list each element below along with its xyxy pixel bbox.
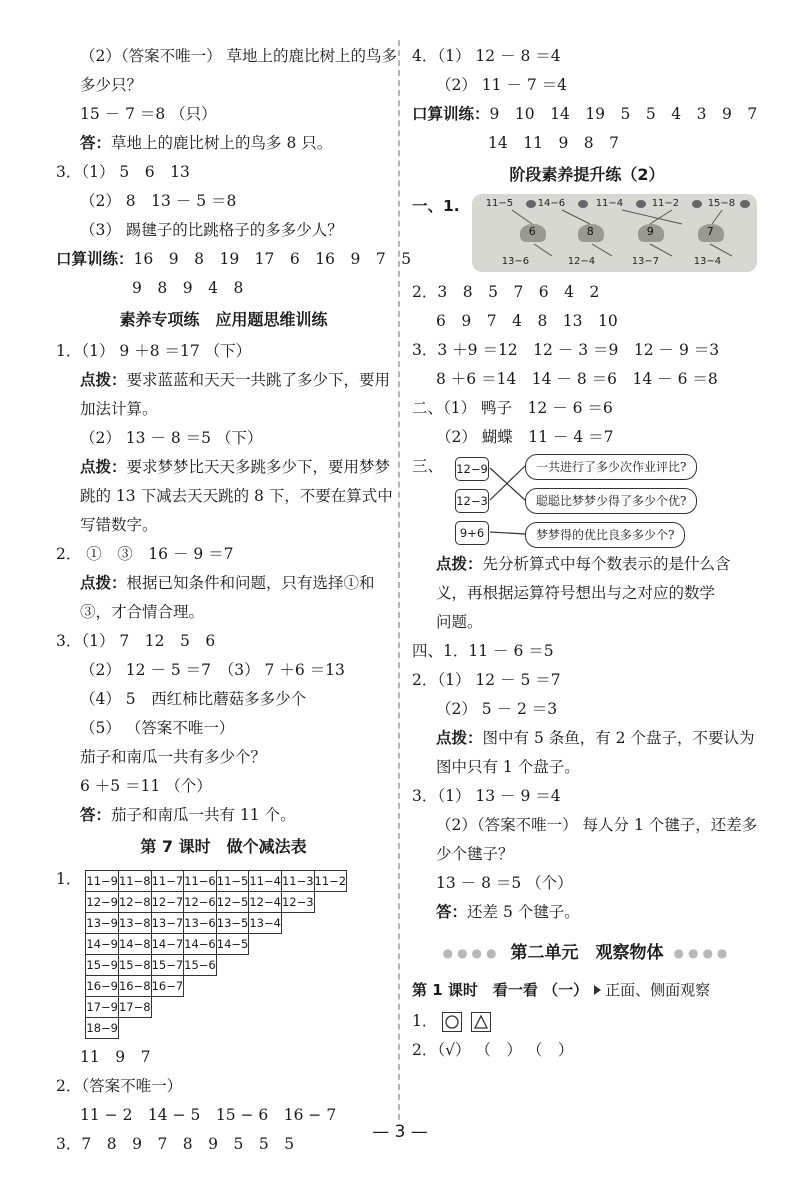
text-line: 二、（1） 鸭子 12 － 6 ＝6 bbox=[412, 399, 613, 417]
text-line: 3．（1） 5 6 13 bbox=[56, 163, 190, 181]
table-cell: 11−8 bbox=[118, 871, 151, 892]
table-cell: 14−8 bbox=[118, 934, 151, 955]
table-cell-empty bbox=[249, 997, 282, 1018]
answer-line: 答：茄子和南瓜一共有 11 个。 bbox=[80, 806, 296, 824]
text-line: （2）（答案不唯一） 每人分 1 个毽子，还差多 bbox=[436, 816, 758, 834]
text-line: （4） 5 西红柿比蘑菇多多少个 bbox=[80, 690, 307, 708]
text-line: 少个毽子？ bbox=[436, 845, 514, 863]
question-box: 聪聪比梦梦少得了多少个优? bbox=[525, 488, 697, 514]
table-cell: 16−8 bbox=[118, 976, 151, 997]
tip-line: 点拨：根据已知条件和问题，只有选择①和 bbox=[80, 574, 375, 592]
table-row bbox=[86, 934, 347, 955]
table-cell: 12−7 bbox=[151, 892, 184, 913]
question-box: 一共进行了多少次作业评比? bbox=[525, 454, 697, 480]
text-line: （3） 踢毽子的比跳格子的多多少人？ bbox=[80, 221, 343, 239]
stump-number: 7 bbox=[706, 225, 714, 238]
table-cell-empty bbox=[118, 1018, 151, 1039]
table-cell: 12−6 bbox=[184, 892, 217, 913]
table-cell: 16−9 bbox=[86, 976, 119, 997]
unit-title bbox=[412, 933, 762, 973]
expression-box: 9+6 bbox=[455, 521, 489, 545]
table-cell-empty bbox=[314, 934, 347, 955]
right-column bbox=[412, 42, 762, 1065]
dots-decoration: ●●●● bbox=[442, 946, 501, 960]
page-number: — 3 — bbox=[372, 1122, 428, 1142]
text-line: 1．（1） 9 ＋8 ＝17 （下） bbox=[56, 342, 252, 360]
table-cell-empty bbox=[249, 976, 282, 997]
table-cell-empty bbox=[184, 976, 217, 997]
table-cell-empty bbox=[314, 1018, 347, 1039]
section-title: 第 7 课时 做个减法表 bbox=[140, 837, 307, 856]
table-cell: 11−5 bbox=[216, 871, 249, 892]
tip-line: 加法计算。 bbox=[80, 400, 158, 418]
tip-line: 点拨：图中有 5 条鱼，有 2 个盘子，不要认为 bbox=[436, 729, 755, 747]
question-number: 一、1. bbox=[412, 197, 460, 215]
table-row bbox=[86, 997, 347, 1018]
stump-number: 9 bbox=[646, 225, 654, 238]
text-line: （2） 5 － 2 ＝3 bbox=[436, 700, 558, 718]
text-line: 2．（答案不唯一） bbox=[56, 1077, 183, 1095]
bug-icon bbox=[578, 200, 588, 208]
tip-line: 点拨：先分析算式中每个数表示的是什么含 bbox=[436, 555, 731, 573]
table-cell: 14−7 bbox=[151, 934, 184, 955]
text-line: （2） 蝴蝶 11 － 4 ＝7 bbox=[436, 428, 614, 446]
pic-label: 11−2 bbox=[651, 198, 680, 209]
text-line: 13 － 8 ＝5 （个） bbox=[436, 874, 573, 892]
table-row bbox=[86, 1018, 347, 1039]
bug-icon bbox=[740, 200, 750, 208]
table-cell-empty bbox=[314, 976, 347, 997]
shape-answer-line: 1． bbox=[412, 1007, 762, 1036]
pic-label: 15−8 bbox=[707, 198, 736, 209]
pic-label: 13−7 bbox=[631, 256, 660, 267]
table-row bbox=[86, 913, 347, 934]
table-cell: 13−7 bbox=[151, 913, 184, 934]
oral-training-row2: 14 11 9 8 7 bbox=[488, 134, 620, 152]
table-cell-empty bbox=[314, 997, 347, 1018]
pic-label: 11−5 bbox=[485, 198, 514, 209]
table-cell-empty bbox=[314, 892, 347, 913]
table-cell: 15−9 bbox=[86, 955, 119, 976]
table-cell-empty bbox=[281, 1018, 314, 1039]
oral-training: 口算训练：9 10 14 19 5 5 4 3 9 7 bbox=[412, 105, 758, 123]
table-cell: 13−4 bbox=[249, 913, 282, 934]
table-cell-empty bbox=[281, 997, 314, 1018]
table-cell: 18−9 bbox=[86, 1018, 119, 1039]
column-divider bbox=[398, 40, 400, 1120]
text-line: 4．（1） 12 － 8 ＝4 bbox=[412, 47, 561, 65]
table-cell: 11−2 bbox=[314, 871, 347, 892]
pic-label: 14−6 bbox=[537, 198, 566, 209]
text-line: （5） （答案不唯一） bbox=[80, 719, 235, 737]
table-cell: 13−5 bbox=[216, 913, 249, 934]
table-cell: 11−9 bbox=[86, 871, 119, 892]
left-column bbox=[56, 42, 412, 1159]
text-line: 3．3 ＋9 ＝12 12 － 3 ＝9 12 － 9 ＝3 bbox=[412, 341, 720, 359]
text-line: 茄子和南瓜一共有多少个？ bbox=[80, 748, 267, 766]
bug-icon bbox=[692, 200, 702, 208]
table-cell-empty bbox=[216, 997, 249, 1018]
oral-training: 口算训练：16 9 8 19 17 6 16 9 7 5 bbox=[56, 250, 412, 268]
text-line: 多少只？ bbox=[80, 76, 143, 94]
text-line: 2．（√） （ ） （ ） bbox=[412, 1041, 574, 1059]
expression-box: 12−9 bbox=[455, 457, 489, 481]
table-cell-empty bbox=[281, 913, 314, 934]
table-cell-empty bbox=[216, 1018, 249, 1039]
table-cell: 14−5 bbox=[216, 934, 249, 955]
text-line: 11 − 2 14 − 5 15 − 6 16 − 7 bbox=[80, 1106, 337, 1124]
text-line: 3．（1） 7 12 5 6 bbox=[56, 632, 216, 650]
lesson-title-text: 第 1 课时 看一看 （一） bbox=[412, 981, 589, 999]
dots-decoration: ●●●● bbox=[673, 946, 732, 960]
text-line: 15 － 7 ＝8 （只） bbox=[80, 105, 217, 123]
table-cell-empty bbox=[281, 934, 314, 955]
table-cell: 13−9 bbox=[86, 913, 119, 934]
table-cell: 12−3 bbox=[281, 892, 314, 913]
stump-number: 8 bbox=[586, 225, 594, 238]
question-number: 1． bbox=[56, 870, 82, 888]
bug-icon bbox=[636, 200, 646, 208]
expression-box: 12−3 bbox=[455, 489, 489, 513]
text-line: （2） 13 － 8 ＝5 （下） bbox=[80, 429, 263, 447]
table-cell: 14−6 bbox=[184, 934, 217, 955]
circle-in-square-icon bbox=[442, 1012, 462, 1032]
table-cell-empty bbox=[151, 997, 184, 1018]
tip-line: 点拨：要求蓝蓝和天天一共跳了多少下，要用 bbox=[80, 371, 391, 389]
table-cell: 16−7 bbox=[151, 976, 184, 997]
matching-exercise bbox=[455, 454, 755, 550]
text-line: （2） 11 － 7 ＝4 bbox=[436, 76, 568, 94]
table-cell: 12−4 bbox=[249, 892, 282, 913]
table-row bbox=[86, 955, 347, 976]
tip-line: 图中只有 1 个盘子。 bbox=[436, 758, 580, 776]
tip-line: 问题。 bbox=[436, 613, 483, 631]
section-title: 阶段素养提升练（2） bbox=[509, 165, 665, 184]
section-title: 素养专项练 应用题思维训练 bbox=[119, 310, 328, 329]
tip-line: 点拨：要求梦梦比天天多跳多少下，要用梦梦 bbox=[80, 458, 391, 476]
answer-line: 答：还差 5 个毽子。 bbox=[436, 903, 580, 921]
table-cell: 15−7 bbox=[151, 955, 184, 976]
unit-title-text: 第二单元 观察物体 bbox=[510, 943, 664, 963]
table-cell-empty bbox=[281, 976, 314, 997]
tip-line: ③，才合情合理。 bbox=[80, 603, 205, 621]
table-cell-empty bbox=[184, 997, 217, 1018]
lesson-subtitle: 正面、侧面观察 bbox=[605, 981, 711, 999]
tip-line: 写错数字。 bbox=[80, 516, 158, 534]
pic-label: 12−4 bbox=[567, 256, 596, 267]
table-cell-empty bbox=[314, 913, 347, 934]
question-box: 梦梦得的优比良多多少个? bbox=[525, 522, 685, 548]
text-line: 11 9 7 bbox=[80, 1048, 151, 1066]
stump-number: 6 bbox=[528, 225, 536, 238]
table-cell: 12−5 bbox=[216, 892, 249, 913]
subtraction-table-block bbox=[56, 864, 391, 1039]
stump-matching-picture bbox=[472, 194, 757, 272]
lesson-title bbox=[412, 973, 762, 1007]
table-cell: 17−8 bbox=[118, 997, 151, 1018]
triangle-in-square-icon bbox=[471, 1012, 491, 1032]
table-row bbox=[86, 892, 347, 913]
table-cell-empty bbox=[281, 955, 314, 976]
question-number: 三、 bbox=[412, 457, 444, 475]
table-cell: 11−6 bbox=[184, 871, 217, 892]
bug-icon bbox=[526, 200, 536, 208]
text-line: （2） 8 13 － 5 ＝8 bbox=[80, 192, 237, 210]
table-cell-empty bbox=[216, 955, 249, 976]
table-cell-empty bbox=[184, 1018, 217, 1039]
text-line: （2）（答案不唯一） 草地上的鹿比树上的鸟多 bbox=[80, 47, 398, 65]
table-cell-empty bbox=[249, 955, 282, 976]
triangle-icon bbox=[594, 985, 601, 995]
oral-training-row2: 9 8 9 4 8 bbox=[132, 279, 244, 297]
table-cell: 11−7 bbox=[151, 871, 184, 892]
text-line: 3．7 8 9 7 8 9 5 5 5 bbox=[56, 1135, 295, 1153]
table-cell-empty bbox=[151, 1018, 184, 1039]
text-line: 3．（1） 13 － 9 ＝4 bbox=[412, 787, 561, 805]
answer-line: 答：草地上的鹿比树上的鸟多 8 只。 bbox=[80, 134, 333, 152]
text-line: 2．（1） 12 － 5 ＝7 bbox=[412, 671, 561, 689]
text-line: 2． ① ③ 16 － 9 ＝7 bbox=[56, 545, 234, 563]
pic-label: 11−4 bbox=[595, 198, 624, 209]
table-cell: 17−9 bbox=[86, 997, 119, 1018]
subtraction-table bbox=[85, 870, 347, 1039]
table-cell-empty bbox=[249, 1018, 282, 1039]
table-cell: 14−9 bbox=[86, 934, 119, 955]
matching-block bbox=[412, 452, 762, 550]
table-cell: 12−9 bbox=[86, 892, 119, 913]
text-line: 四、1．11 － 6 ＝5 bbox=[412, 642, 554, 660]
pic-label: 13−4 bbox=[693, 256, 722, 267]
table-row bbox=[86, 976, 347, 997]
pic-label: 13−6 bbox=[501, 256, 530, 267]
table-cell: 15−6 bbox=[184, 955, 217, 976]
table-cell: 13−6 bbox=[184, 913, 217, 934]
table-cell-empty bbox=[249, 934, 282, 955]
text-line: 8 ＋6 ＝14 14 － 8 ＝6 14 － 6 ＝8 bbox=[436, 370, 718, 388]
table-cell-empty bbox=[216, 976, 249, 997]
text-line: 6 ＋5 ＝11 （个） bbox=[80, 777, 212, 795]
table-row bbox=[86, 871, 347, 892]
text-line: 6 9 7 4 8 13 10 bbox=[436, 312, 618, 330]
text-line: （2） 12 － 5 ＝7 （3） 7 ＋6 ＝13 bbox=[80, 661, 345, 679]
table-cell: 11−3 bbox=[281, 871, 314, 892]
table-cell: 12−8 bbox=[118, 892, 151, 913]
tip-line: 义，再根据运算符号想出与之对应的数学 bbox=[436, 584, 716, 602]
stump-picture-block bbox=[412, 192, 762, 272]
table-cell-empty bbox=[314, 955, 347, 976]
table-cell: 13−8 bbox=[118, 913, 151, 934]
table-cell: 11−4 bbox=[249, 871, 282, 892]
text-line: 2．3 8 5 7 6 4 2 bbox=[412, 283, 600, 301]
table-cell: 15−8 bbox=[118, 955, 151, 976]
tip-line: 跳的 13 下减去天天跳的 8 下，不要在算式中 bbox=[80, 487, 393, 505]
